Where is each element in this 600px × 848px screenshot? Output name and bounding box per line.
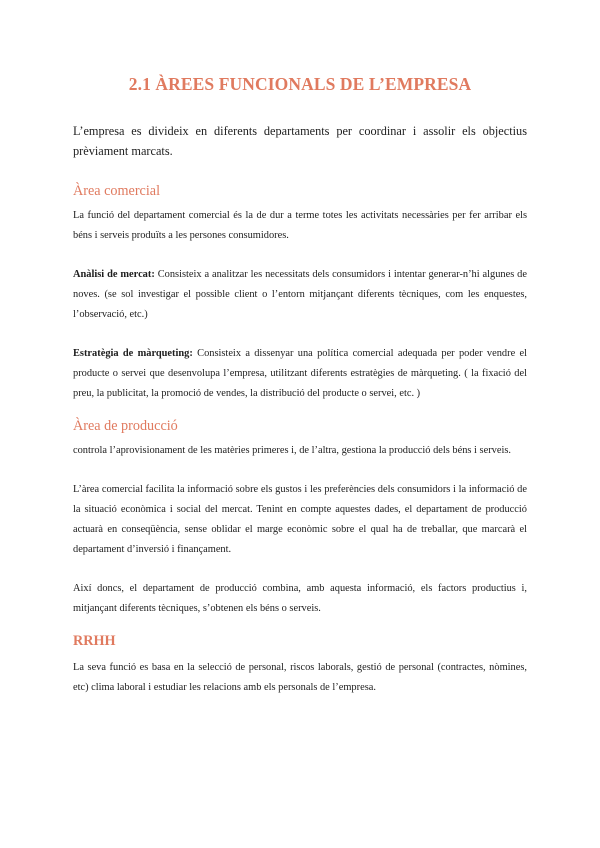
intro-paragraph: L’empresa es divideix en diferents departaments per coordinar i assolir els objectius prèviament marcats. [73, 124, 527, 158]
paragraph-estrategia-marqueting [73, 344, 527, 404]
text-estrategia-marqueting: Consisteix a dissenyar una política comercial adequada per poder vendre el producte o servei que desenvolupa l’empresa, utilitzant diferents estratègies de màrqueting. ( la fixació del preu, la publicitat, la promoció de vendes, la distribució del producte o servei, etc. ) [73, 348, 527, 399]
paragraph-produccio-2: L’àrea comercial facilita la informació sobre els gustos i les preferències dels consumidors i la informació de la situació econòmica i social del mercat. Tenint en compte aquestes dades, el departament de producció actuarà en conseqüència, sense oblidar el marge econòmic sobre el qual ha de treballar, que marcarà el departament d’inversió i finançament. [73, 484, 527, 555]
paragraph-produccio-1: controla l’aprovisionament de les matèries primeres i, de l’altra, gestiona la producció dels béns i serveis. [73, 445, 511, 456]
heading-rrhh: RRHH [73, 633, 116, 649]
text-analisi-mercat: Consisteix a analitzar les necessitats dels consumidors i intentar generar-n’hi algunes de noves. (se sol investigar el possible client o l’entorn mitjançant diferents tècniques, com les enquestes, l’observació, etc.) [73, 269, 527, 320]
paragraph-comercial: La funció del departament comercial és la de dur a terme totes les activitats necessàries per fer arribar els béns i serveis produïts a les persones consumidores. [73, 210, 527, 241]
heading-area-comercial: Àrea comercial [73, 183, 161, 199]
paragraph-produccio-3: Així doncs, el departament de producció combina, amb aquesta informació, els factors productius i, mitjançant diferents tècniques, s’obtenen els béns o serveis. [73, 583, 527, 614]
term-estrategia-marqueting: Estratègia de màrqueting: [73, 348, 193, 359]
term-analisi-mercat: Anàlisi de mercat: [73, 269, 155, 280]
paragraph-rrhh: La seva funció es basa en la selecció de personal, riscos laborals, gestió de personal (contractes, nòmines, etc) clima laboral i estudiar les relacions amb els personals de l’empresa. [73, 662, 527, 693]
page-title: 2.1 ÀREES FUNCIONALS DE L’EMPRESA [128, 74, 472, 94]
paragraph-analisi-mercat [73, 265, 527, 325]
heading-area-produccio: Àrea de producció [73, 418, 178, 434]
